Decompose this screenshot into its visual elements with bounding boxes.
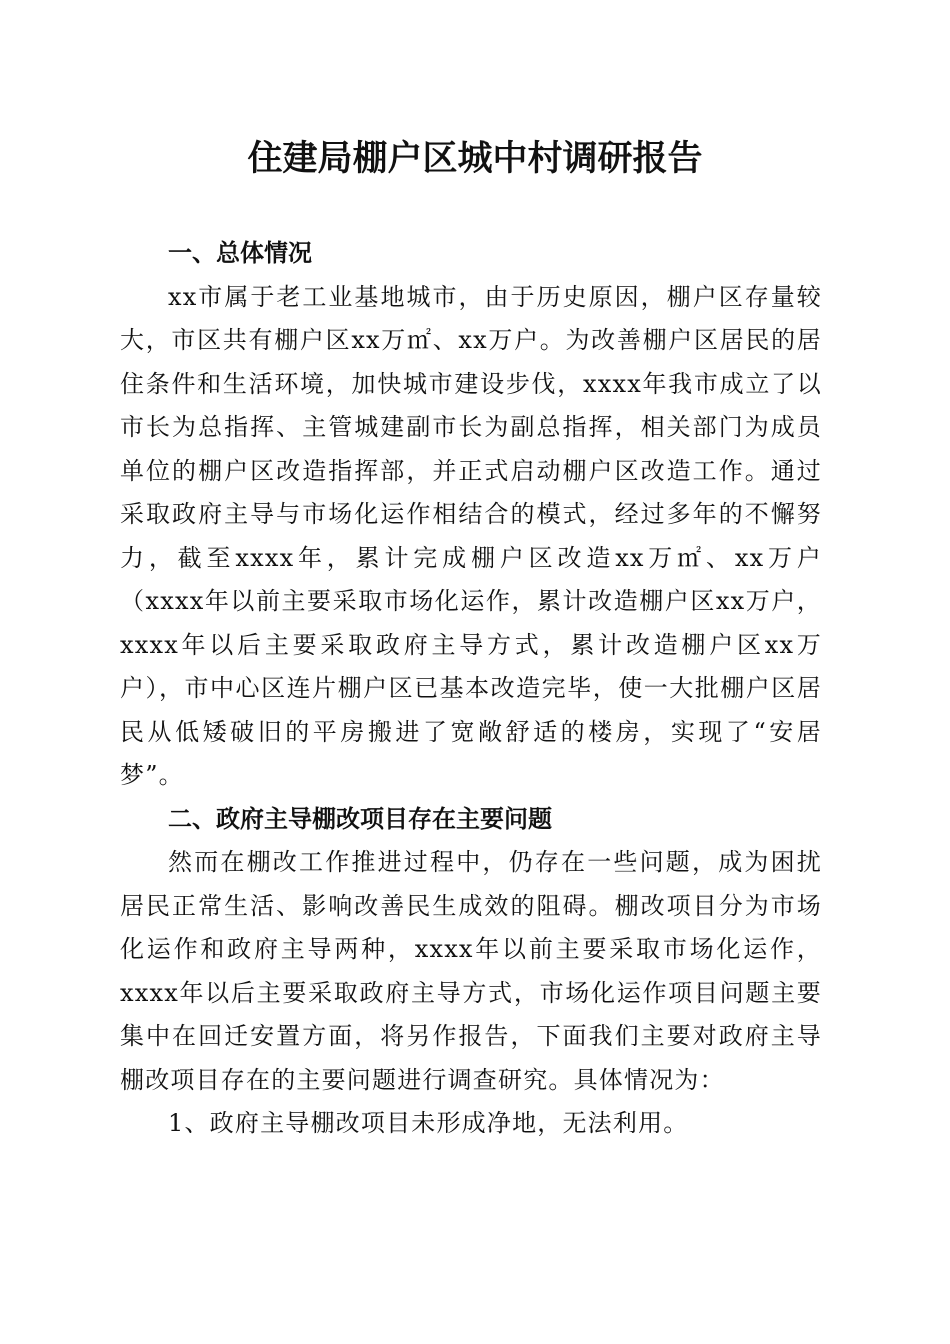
paragraph-problem-1: 1、政府主导棚改项目未形成净地，无法利用。 [168, 1109, 689, 1137]
section-heading-problems: 二、政府主导棚改项目存在主要问题 [168, 804, 552, 833]
paragraph-overview: xx市属于老工业基地城市，由于历史原因，棚户区存量较大，市区共有棚户区xx万㎡、xx万户。为改善棚户区居民的居住条件和生活环境，加快城市建设步伐，xxxx年我市成立了以市长为总指挥、主管城建副市长为副总指挥，相关部门为成员单位的棚户区改造指挥部，并正式启动棚户区改造工作。通过采取政府主导与市场化运作相结合的模式，经过多年的不懈努力，截至xxxx年，累计完成棚户区改造xx万㎡、xx万户（xxxx年以前主要采取市场化运作，累计改造棚户区xx万户，xxxx年以后主要采取政府主导方式，累计改造棚户区xx万户），市中心区连片棚户区已基本改造完毕，使一大批棚户区居民从低矮破旧的平房搬进了宽敞舒适的楼房，实现了“安居梦”。 [120, 282, 822, 789]
document-title: 住建局棚户区城中村调研报告 [247, 138, 703, 179]
section-heading-overview: 一、总体情况 [168, 239, 312, 267]
paragraph-problems-intro: 然而在棚改工作推进过程中，仍存在一些问题，成为困扰居民正常生活、影响改善民生成效的阻碍。棚改项目分为市场化运作和政府主导两种，xxxx年以前主要采取市场化运作，xxxx年以后主要采取政府主导方式，市场化运作项目问题主要集中在回迁安置方面，将另作报告，下面我们主要对政府主导棚改项目存在的主要问题进行调查研究。具体情况为： [120, 848, 822, 1094]
document-body [120, 232, 822, 1146]
